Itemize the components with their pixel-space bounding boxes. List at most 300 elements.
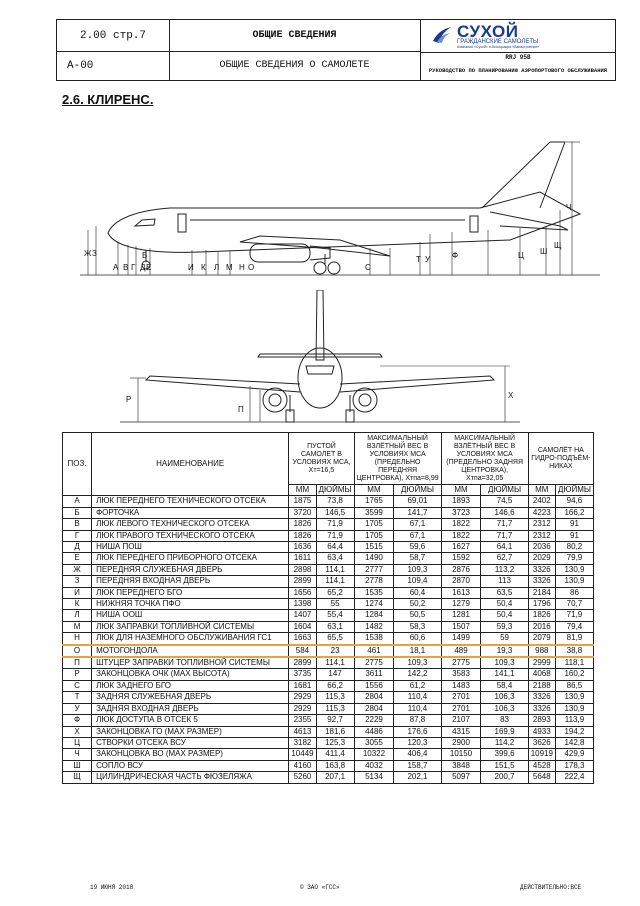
value-in: 79,4	[555, 621, 593, 632]
value-in: 91	[555, 530, 593, 541]
label-a: А	[113, 263, 119, 272]
value-mm: 3583	[441, 669, 481, 680]
value-mm: 2777	[354, 564, 394, 575]
value-mm: 1611	[289, 553, 316, 564]
row-pos: Ч	[63, 749, 92, 760]
value-in: 160,2	[555, 669, 593, 680]
value-in: 141,7	[394, 507, 441, 518]
value-in: 55,4	[316, 610, 354, 621]
label-ch: Ч	[566, 203, 572, 212]
value-mm: 2188	[528, 680, 555, 691]
value-mm: 2312	[528, 519, 555, 530]
table-row	[63, 621, 594, 632]
value-mm: 489	[441, 645, 481, 657]
value-in: 109,3	[481, 657, 528, 669]
row-pos: Ф	[63, 715, 92, 726]
value-mm: 2312	[528, 530, 555, 541]
value-in: 67,1	[394, 530, 441, 541]
value-mm: 4613	[289, 726, 316, 737]
label-l: Л	[214, 263, 220, 272]
label-k: К	[201, 263, 206, 272]
row-pos: А	[63, 496, 92, 507]
row-name: ЛЮК ЗАПРАВКИ ТОПЛИВНОЙ СИСТЕМЫ	[92, 621, 289, 632]
value-mm: 3723	[441, 507, 481, 518]
value-in: 146,6	[481, 507, 528, 518]
value-mm: 1483	[441, 680, 481, 691]
value-mm: 1681	[289, 680, 316, 691]
document-header	[56, 19, 616, 81]
value-in: 38,8	[555, 645, 593, 657]
value-in: 64,1	[481, 542, 528, 553]
value-mm: 1515	[354, 542, 394, 553]
value-mm: 3055	[354, 737, 394, 748]
label-p-front: П	[238, 405, 244, 414]
value-mm: 1826	[289, 519, 316, 530]
model-code: RRJ 95B	[505, 53, 531, 61]
value-in: 50,4	[481, 610, 528, 621]
row-name: ЛЮК ДОСТУПА В ОТСЕК 5	[92, 715, 289, 726]
value-in: 94,6	[555, 496, 593, 507]
value-mm: 2701	[441, 692, 481, 703]
unit-in: ДЮЙМЫ	[316, 485, 354, 496]
value-in: 114,1	[316, 657, 354, 669]
table-row	[63, 564, 594, 575]
table-row	[63, 507, 594, 518]
value-mm: 4528	[528, 760, 555, 771]
value-in: 130,9	[555, 564, 593, 575]
unit-in: ДЮЙМЫ	[481, 485, 528, 496]
unit-mm: ММ	[354, 485, 394, 496]
value-in: 66,2	[316, 680, 354, 691]
value-mm: 3599	[354, 507, 394, 518]
value-mm: 1279	[441, 599, 481, 610]
value-mm: 2355	[289, 715, 316, 726]
value-mm: 5648	[528, 772, 555, 783]
value-in: 120,3	[394, 737, 441, 748]
value-mm: 3326	[528, 564, 555, 575]
label-e: Е	[146, 263, 152, 272]
label-zh: Ж	[84, 249, 92, 258]
table-row	[63, 772, 594, 783]
row-pos: Л	[63, 610, 92, 621]
value-in: 109,4	[394, 576, 441, 587]
row-name: ЛЮК ПЕРЕДНЕГО ПРИБОРНОГО ОТСЕКА	[92, 553, 289, 564]
value-mm: 1281	[441, 610, 481, 621]
value-mm: 1507	[441, 621, 481, 632]
value-in: 176,6	[394, 726, 441, 737]
value-mm: 5134	[354, 772, 394, 783]
value-mm: 1893	[441, 496, 481, 507]
unit-mm: ММ	[289, 485, 316, 496]
value-in: 60,4	[394, 587, 441, 598]
value-mm: 1592	[441, 553, 481, 564]
value-in: 79,9	[555, 553, 593, 564]
label-i: И	[188, 263, 194, 272]
footer-copyright: © ЗАО «ГСС»	[300, 884, 340, 891]
value-in: 106,3	[481, 703, 528, 714]
value-mm: 1538	[354, 633, 394, 645]
label-kh-front: Х	[508, 391, 514, 400]
value-in: 74,5	[481, 496, 528, 507]
label-u: У	[425, 255, 431, 264]
value-in: 69,01	[394, 496, 441, 507]
value-mm: 3611	[354, 669, 394, 680]
row-pos: К	[63, 599, 92, 610]
row-pos: В	[63, 519, 92, 530]
table-row	[63, 669, 594, 680]
value-in: 92,7	[316, 715, 354, 726]
value-mm: 1656	[289, 587, 316, 598]
value-in: 109,3	[394, 564, 441, 575]
label-sh: Ш	[540, 247, 548, 256]
table-row	[63, 760, 594, 771]
value-in: 141,1	[481, 669, 528, 680]
value-in: 59,6	[394, 542, 441, 553]
value-mm: 1274	[354, 599, 394, 610]
table-row	[63, 542, 594, 553]
value-mm: 1482	[354, 621, 394, 632]
value-in: 62,7	[481, 553, 528, 564]
value-mm: 2876	[441, 564, 481, 575]
table-row	[63, 587, 594, 598]
unit-mm: ММ	[528, 485, 555, 496]
row-name: ЗАДНЯЯ ВХОДНАЯ ДВЕРЬ	[92, 703, 289, 714]
value-mm: 1284	[354, 610, 394, 621]
value-mm: 1822	[441, 530, 481, 541]
value-mm: 10150	[441, 749, 481, 760]
value-in: 58,7	[394, 553, 441, 564]
value-in: 169,9	[481, 726, 528, 737]
value-in: 83	[481, 715, 528, 726]
value-in: 65,2	[316, 587, 354, 598]
value-mm: 4223	[528, 507, 555, 518]
value-mm: 10919	[528, 749, 555, 760]
value-in: 118,1	[555, 657, 593, 669]
value-in: 81,9	[555, 633, 593, 645]
row-pos: Ж	[63, 564, 92, 575]
row-name: ЛЮК ПРАВОГО ТЕХНИЧЕСКОГО ОТСЕКА	[92, 530, 289, 541]
value-mm: 2870	[441, 576, 481, 587]
value-in: 202,1	[394, 772, 441, 783]
col-mtow-aft-header: МАКСИМАЛЬНЫЙ ВЗЛЁТНЫЙ ВЕС В УСЛОВИЯХ МСА (ПРЕДЕЛЬНО ЗАДНЯЯ ЦЕНТРОВКА), Хтпа=32,05	[441, 433, 528, 485]
row-pos: З	[63, 576, 92, 587]
value-mm: 2029	[528, 553, 555, 564]
value-in: 58,4	[481, 680, 528, 691]
value-in: 71,7	[481, 530, 528, 541]
col-empty-header: ПУСТОЙ САМОЛЕТ В УСЛОВИЯХ МСА, Хт=16,5	[289, 433, 354, 485]
row-name: ЛЮК ПЕРЕДНЕГО БГО	[92, 587, 289, 598]
row-name: ЗАКОНЦОВКА ГО (МАХ РАЗМЕР)	[92, 726, 289, 737]
value-mm: 2900	[441, 737, 481, 748]
table-row	[63, 553, 594, 564]
aircraft-front-view	[110, 290, 530, 430]
value-mm: 2775	[354, 657, 394, 669]
label-d: Д	[140, 263, 146, 272]
row-name: НИЖНЯЯ ТОЧКА ПФО	[92, 599, 289, 610]
value-in: 18,1	[394, 645, 441, 657]
row-pos: Н	[63, 633, 92, 645]
value-mm: 3626	[528, 737, 555, 748]
value-in: 80,2	[555, 542, 593, 553]
value-in: 50,5	[394, 610, 441, 621]
row-pos: Ш	[63, 760, 92, 771]
logo-name: СУХОЙ	[457, 22, 519, 41]
label-s: С	[365, 263, 371, 272]
value-mm: 10449	[289, 749, 316, 760]
value-mm: 2079	[528, 633, 555, 645]
value-in: 181,6	[316, 726, 354, 737]
section-title: 2.6. КЛИРЕНС.	[62, 92, 154, 107]
value-mm: 2778	[354, 576, 394, 587]
value-mm: 2999	[528, 657, 555, 669]
value-mm: 1627	[441, 542, 481, 553]
col-jacks-header: САМОЛЁТ НА ГИДРО-ПОДЪЁМ-НИКАХ	[528, 433, 593, 485]
label-z: З	[92, 249, 97, 258]
value-mm: 1535	[354, 587, 394, 598]
value-mm: 1875	[289, 496, 316, 507]
row-pos: Г	[63, 530, 92, 541]
value-in: 222,4	[555, 772, 593, 783]
table-row	[63, 715, 594, 726]
value-mm: 2701	[441, 703, 481, 714]
unit-in: ДЮЙМЫ	[555, 485, 593, 496]
col-mtow-fwd-header: МАКСИМАЛЬНЫЙ ВЗЛЁТНЫЙ ВЕС В УСЛОВИЯХ МСА (ПРЕДЕЛЬНО ПЕРЕДНЯЯ ЦЕНТРОВКА), Хтпа=8,99	[354, 433, 441, 485]
value-in: 113,9	[555, 715, 593, 726]
value-in: 50,2	[394, 599, 441, 610]
value-mm: 1822	[441, 519, 481, 530]
value-mm: 4933	[528, 726, 555, 737]
value-mm: 4032	[354, 760, 394, 771]
value-mm: 3720	[289, 507, 316, 518]
value-mm: 2899	[289, 576, 316, 587]
row-name: СОПЛО ВСУ	[92, 760, 289, 771]
row-name: ЛЮК ЗАДНЕГО БГО	[92, 680, 289, 691]
value-mm: 10322	[354, 749, 394, 760]
value-mm: 3735	[289, 669, 316, 680]
value-mm: 1705	[354, 530, 394, 541]
value-in: 87,8	[394, 715, 441, 726]
value-mm: 2184	[528, 587, 555, 598]
value-mm: 1705	[354, 519, 394, 530]
manual-title: РУКОВОДСТВО ПО ПЛАНИРОВАНИЮ АЭРОПОРТОВОГО ОБСЛУЖИВАНИЯ	[428, 66, 608, 74]
label-t: Т	[416, 255, 421, 264]
value-in: 114,1	[316, 576, 354, 587]
table-row	[63, 599, 594, 610]
value-mm: 1765	[354, 496, 394, 507]
value-in: 163,8	[316, 760, 354, 771]
row-pos: Ц	[63, 737, 92, 748]
value-in: 158,7	[394, 760, 441, 771]
value-in: 19,3	[481, 645, 528, 657]
value-mm: 5260	[289, 772, 316, 783]
value-mm: 1826	[528, 610, 555, 621]
value-mm: 2804	[354, 692, 394, 703]
page-code: 2.00 стр.7	[79, 29, 146, 42]
value-mm: 1604	[289, 621, 316, 632]
label-f: Ф	[452, 251, 459, 260]
value-in: 64,4	[316, 542, 354, 553]
row-name: СТВОРКИ ОТСЕКА ВСУ	[92, 737, 289, 748]
value-in: 71,9	[316, 519, 354, 530]
row-name: ЗАКОНЦОВКА ВО (МАХ РАЗМЕР)	[92, 749, 289, 760]
row-name: ЦИЛИНДРИЧЕСКАЯ ЧАСТЬ ФЮЗЕЛЯЖА	[92, 772, 289, 783]
table-row	[63, 610, 594, 621]
value-mm: 3182	[289, 737, 316, 748]
value-mm: 1556	[354, 680, 394, 691]
value-in: 86	[555, 587, 593, 598]
sukhoi-logo	[423, 22, 613, 50]
row-name: ШТУЦЕР ЗАПРАВКИ ТОПЛИВНОЙ СИСТЕМЫ	[92, 657, 289, 669]
value-in: 71,9	[555, 610, 593, 621]
row-name: НИША ПОШ	[92, 542, 289, 553]
row-pos: Т	[63, 692, 92, 703]
value-mm: 2229	[354, 715, 394, 726]
value-mm: 1499	[441, 633, 481, 645]
value-mm: 2775	[441, 657, 481, 669]
value-in: 125,3	[316, 737, 354, 748]
value-in: 147	[316, 669, 354, 680]
value-mm: 1613	[441, 587, 481, 598]
value-in: 114,2	[481, 737, 528, 748]
value-in: 63,4	[316, 553, 354, 564]
row-pos: У	[63, 703, 92, 714]
value-mm: 1407	[289, 610, 316, 621]
row-name: ЗАКОНЦОВКА ОЧК (МАХ ВЫСОТА)	[92, 669, 289, 680]
value-in: 23	[316, 645, 354, 657]
value-in: 429,9	[555, 749, 593, 760]
value-in: 151,5	[481, 760, 528, 771]
row-pos: Х	[63, 726, 92, 737]
table-row	[63, 657, 594, 669]
value-in: 130,9	[555, 576, 593, 587]
value-in: 166,2	[555, 507, 593, 518]
label-m: М	[226, 263, 233, 272]
row-name: ЛЮК ДЛЯ НАЗЕМНОГО ОБСЛУЖИВАНИЯ ГС1	[92, 633, 289, 645]
table-row	[63, 737, 594, 748]
footer-validity: ДЕЙСТВИТЕЛЬНО:ВСЕ	[520, 884, 582, 891]
aircraft-side-view	[80, 130, 610, 290]
value-in: 110,4	[394, 692, 441, 703]
table-row	[63, 496, 594, 507]
chapter-subtitle: ОБЩИЕ СВЕДЕНИЯ О САМОЛЕТЕ	[219, 60, 370, 71]
value-in: 50,4	[481, 599, 528, 610]
row-pos: Б	[63, 507, 92, 518]
label-v: В	[123, 263, 129, 272]
value-in: 406,4	[394, 749, 441, 760]
table-row	[63, 703, 594, 714]
value-mm: 4068	[528, 669, 555, 680]
value-mm: 4486	[354, 726, 394, 737]
row-name: ПЕРЕДНЯЯ ВХОДНАЯ ДВЕРЬ	[92, 576, 289, 587]
value-in: 59	[481, 633, 528, 645]
value-mm: 2804	[354, 703, 394, 714]
value-in: 115,3	[316, 703, 354, 714]
value-in: 106,3	[481, 692, 528, 703]
label-r-front: Р	[126, 395, 132, 404]
row-name: ЛЮК ПЕРЕДНЕГО ТЕХНИЧЕСКОГО ОТСЕКА	[92, 496, 289, 507]
value-in: 399,6	[481, 749, 528, 760]
revision-code: А-00	[67, 59, 94, 72]
table-row	[63, 749, 594, 760]
unit-in: ДЮЙМЫ	[394, 485, 441, 496]
value-in: 130,9	[555, 703, 593, 714]
value-in: 91	[555, 519, 593, 530]
value-in: 115,3	[316, 692, 354, 703]
value-in: 110,4	[394, 703, 441, 714]
value-mm: 3326	[528, 576, 555, 587]
value-mm: 4315	[441, 726, 481, 737]
value-in: 61,2	[394, 680, 441, 691]
value-in: 142,2	[394, 669, 441, 680]
value-mm: 3326	[528, 692, 555, 703]
value-in: 73,8	[316, 496, 354, 507]
value-in: 55	[316, 599, 354, 610]
table-row	[63, 726, 594, 737]
footer-date: 19 ИЮНЯ 2018	[90, 884, 134, 891]
row-name: НИША ООШ	[92, 610, 289, 621]
value-in: 142,8	[555, 737, 593, 748]
row-pos: Р	[63, 669, 92, 680]
value-mm: 5097	[441, 772, 481, 783]
value-in: 109,3	[394, 657, 441, 669]
value-mm: 3848	[441, 760, 481, 771]
row-pos: И	[63, 587, 92, 598]
row-pos: Щ	[63, 772, 92, 783]
value-in: 67,1	[394, 519, 441, 530]
value-mm: 2402	[528, 496, 555, 507]
value-mm: 988	[528, 645, 555, 657]
row-name: ЗАДНЯЯ СЛУЖЕБНАЯ ДВЕРЬ	[92, 692, 289, 703]
value-in: 194,2	[555, 726, 593, 737]
value-in: 71,7	[481, 519, 528, 530]
value-in: 63,1	[316, 621, 354, 632]
value-mm: 2899	[289, 657, 316, 669]
value-mm: 1796	[528, 599, 555, 610]
value-mm: 461	[354, 645, 394, 657]
value-mm: 2929	[289, 703, 316, 714]
label-n: Н	[239, 263, 245, 272]
value-in: 114,1	[316, 564, 354, 575]
value-in: 58,3	[394, 621, 441, 632]
table-row	[63, 519, 594, 530]
value-mm: 4160	[289, 760, 316, 771]
sukhoi-bird-icon	[431, 25, 453, 45]
row-pos: Д	[63, 542, 92, 553]
label-b: Б	[142, 251, 148, 260]
table-row	[63, 530, 594, 541]
value-in: 113,2	[481, 564, 528, 575]
label-shch: Щ	[554, 241, 562, 250]
row-name: ФОРТОЧКА	[92, 507, 289, 518]
value-mm: 1663	[289, 633, 316, 645]
value-in: 71,9	[316, 530, 354, 541]
row-pos: М	[63, 621, 92, 632]
value-in: 59,3	[481, 621, 528, 632]
value-mm: 2107	[441, 715, 481, 726]
value-mm: 3326	[528, 703, 555, 714]
unit-mm: ММ	[441, 485, 481, 496]
logo-tagline: ГРАЖДАНСКИЕ САМОЛЕТЫ	[457, 39, 539, 45]
table-row	[63, 680, 594, 691]
value-mm: 2898	[289, 564, 316, 575]
row-name: МОТОГОНДОЛА	[92, 645, 289, 657]
row-pos: Е	[63, 553, 92, 564]
value-mm: 2893	[528, 715, 555, 726]
row-pos: С	[63, 680, 92, 691]
value-in: 200,7	[481, 772, 528, 783]
value-mm: 584	[289, 645, 316, 657]
value-in: 65,5	[316, 633, 354, 645]
